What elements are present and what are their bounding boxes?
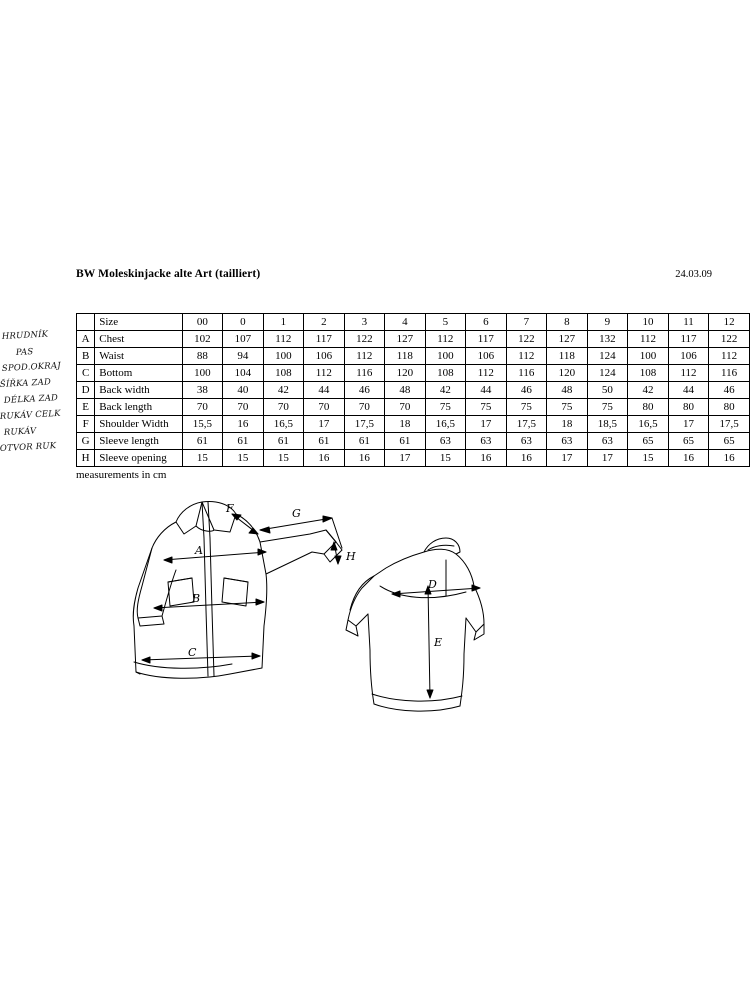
table-cell: 44 — [466, 382, 506, 399]
dim-arrow-F-2 — [249, 528, 258, 534]
table-cell: 70 — [385, 399, 425, 416]
table-cell: 17,5 — [709, 416, 750, 433]
front-neck-opening — [196, 526, 214, 531]
table-cell: 112 — [344, 348, 385, 365]
table-cell: 75 — [466, 399, 506, 416]
table-row-code: E — [77, 399, 95, 416]
diagram-label-F: F — [226, 502, 234, 515]
front-right-body — [230, 514, 267, 674]
dim-arrow-E-bottom — [427, 690, 433, 698]
table-cell: 127 — [547, 331, 587, 348]
handwritten-note: DÉLKA ZAD — [3, 393, 59, 406]
table-cell: 42 — [628, 382, 669, 399]
table-cell: 16,5 — [628, 416, 669, 433]
table-cell: 132 — [587, 331, 628, 348]
table-cell: 100 — [263, 348, 304, 365]
size-table-container — [76, 313, 750, 467]
dim-arrow-H-2 — [335, 556, 341, 564]
dim-arrow-G-2 — [323, 516, 332, 522]
table-cell: 50 — [587, 382, 628, 399]
dim-line-B — [154, 602, 264, 608]
table-cell: 16 — [506, 450, 547, 467]
table-cell: 15 — [425, 450, 466, 467]
diagram-label-B: B — [192, 592, 201, 605]
dim-arrow-D-left — [392, 591, 400, 597]
table-cell: 16 — [304, 450, 344, 467]
table-cell: 16 — [466, 450, 506, 467]
dim-line-E — [428, 586, 430, 698]
diagram-label-D: D — [428, 578, 437, 591]
document-date: 24.03.09 — [675, 269, 712, 280]
table-cell: 102 — [182, 331, 223, 348]
table-cell: 118 — [547, 348, 587, 365]
table-row-code: B — [77, 348, 95, 365]
table-cell: 75 — [506, 399, 547, 416]
front-right-pocket — [222, 578, 248, 606]
table-cell: 63 — [506, 433, 547, 450]
table-cell: 18 — [385, 416, 425, 433]
table-row-code: G — [77, 433, 95, 450]
table-cell: 112 — [263, 331, 304, 348]
table-row-label: Shoulder Width — [95, 416, 182, 433]
table-column-header: 2 — [304, 314, 344, 331]
table-cell: 15 — [263, 450, 304, 467]
table-cell: 107 — [223, 331, 263, 348]
table-column-header: 9 — [587, 314, 628, 331]
table-row-label: Back width — [95, 382, 182, 399]
table-cell: 63 — [547, 433, 587, 450]
table-cell: 70 — [223, 399, 263, 416]
dim-line-A — [164, 552, 266, 560]
back-hem — [374, 704, 460, 711]
table-cell: 100 — [182, 365, 223, 382]
measurements-caption: measurements in cm — [76, 469, 167, 481]
table-cell: 17 — [304, 416, 344, 433]
table-row-code: C — [77, 365, 95, 382]
table-cell: 106 — [466, 348, 506, 365]
table-cell: 106 — [304, 348, 344, 365]
table-column-header: 4 — [385, 314, 425, 331]
garment-diagram-svg — [80, 490, 500, 740]
table-cell: 75 — [425, 399, 466, 416]
back-collar — [424, 538, 460, 554]
table-cell: 108 — [263, 365, 304, 382]
page-title: BW Moleskinjacke alte Art (tailliert) — [76, 268, 261, 280]
handwritten-note: OTVOR RUK — [0, 441, 57, 454]
table-cell: 100 — [628, 348, 669, 365]
table-cell: 117 — [668, 331, 708, 348]
handwritten-note: ŠÍŘKA ZAD — [0, 377, 52, 390]
table-cell: 118 — [385, 348, 425, 365]
table-cell: 17 — [466, 416, 506, 433]
table-cell: 61 — [263, 433, 304, 450]
front-right-sleeve — [260, 530, 336, 574]
table-cell: 44 — [304, 382, 344, 399]
dim-line-C — [142, 656, 260, 660]
front-hem — [136, 672, 230, 678]
diagram-label-G: G — [292, 507, 301, 520]
table-cell: 112 — [506, 348, 547, 365]
table-cell: 61 — [223, 433, 263, 450]
table-cell: 112 — [466, 365, 506, 382]
table-cell: 63 — [587, 433, 628, 450]
table-cell: 38 — [182, 382, 223, 399]
table-cell: 48 — [385, 382, 425, 399]
table-row — [77, 382, 750, 399]
diagram-label-E: E — [434, 636, 443, 649]
table-cell: 16 — [668, 450, 708, 467]
handwritten-note: RUKÁV — [3, 426, 37, 438]
diagram-label-A: A — [195, 544, 203, 557]
table-cell: 112 — [304, 365, 344, 382]
table-cell: 63 — [466, 433, 506, 450]
table-cell: 122 — [344, 331, 385, 348]
table-cell: 16 — [344, 450, 385, 467]
table-column-header: 5 — [425, 314, 466, 331]
table-size-header-label: Size — [95, 314, 182, 331]
table-cell: 46 — [709, 382, 750, 399]
table-corner-cell — [77, 314, 95, 331]
table-cell: 15 — [223, 450, 263, 467]
table-cell: 46 — [506, 382, 547, 399]
table-column-header: 12 — [709, 314, 750, 331]
size-chart-table — [76, 313, 750, 467]
table-column-header: 00 — [182, 314, 223, 331]
table-cell: 42 — [425, 382, 466, 399]
table-cell: 16,5 — [263, 416, 304, 433]
diagram-label-H: H — [346, 550, 356, 563]
table-row-code: A — [77, 331, 95, 348]
table-cell: 48 — [547, 382, 587, 399]
table-cell: 122 — [709, 331, 750, 348]
table-cell: 94 — [223, 348, 263, 365]
table-cell: 88 — [182, 348, 223, 365]
table-cell: 112 — [709, 348, 750, 365]
table-row-label: Sleeve length — [95, 433, 182, 450]
table-column-header: 10 — [628, 314, 669, 331]
dim-arrow-C-left — [142, 657, 150, 663]
table-cell: 17,5 — [506, 416, 547, 433]
front-left-pocket-flap — [168, 578, 192, 582]
table-cell: 17 — [587, 450, 628, 467]
handwritten-note: HRUDNÍK — [1, 329, 49, 342]
table-cell: 15 — [182, 450, 223, 467]
table-row — [77, 365, 750, 382]
table-cell: 80 — [709, 399, 750, 416]
table-cell: 117 — [466, 331, 506, 348]
table-column-header: 1 — [263, 314, 304, 331]
table-cell: 104 — [223, 365, 263, 382]
table-cell: 61 — [344, 433, 385, 450]
table-cell: 75 — [587, 399, 628, 416]
table-cell: 42 — [263, 382, 304, 399]
table-cell: 61 — [304, 433, 344, 450]
table-cell: 70 — [182, 399, 223, 416]
table-row-label: Bottom — [95, 365, 182, 382]
table-cell: 16,5 — [425, 416, 466, 433]
table-cell: 116 — [709, 365, 750, 382]
table-cell: 108 — [628, 365, 669, 382]
dim-arrow-A-left — [164, 557, 172, 563]
table-row-code: D — [77, 382, 95, 399]
back-hem-inner — [372, 694, 462, 701]
dim-arrow-G-1 — [260, 527, 270, 533]
table-cell: 65 — [668, 433, 708, 450]
table-cell: 112 — [425, 331, 466, 348]
table-cell: 18 — [547, 416, 587, 433]
table-cell: 127 — [385, 331, 425, 348]
document-header — [0, 268, 750, 286]
table-cell: 120 — [385, 365, 425, 382]
table-row — [77, 433, 750, 450]
back-right-body — [460, 618, 466, 706]
table-cell: 61 — [182, 433, 223, 450]
handwritten-note: PAS — [15, 347, 34, 358]
table-row-label: Waist — [95, 348, 182, 365]
back-right-sleeve — [466, 586, 484, 632]
table-row — [77, 450, 750, 467]
table-cell: 124 — [587, 365, 628, 382]
table-column-header: 3 — [344, 314, 385, 331]
table-cell: 100 — [425, 348, 466, 365]
table-cell: 18,5 — [587, 416, 628, 433]
table-cell: 17,5 — [344, 416, 385, 433]
table-cell: 16 — [709, 450, 750, 467]
table-cell: 70 — [263, 399, 304, 416]
table-cell: 17 — [547, 450, 587, 467]
table-row — [77, 331, 750, 348]
table-cell: 44 — [668, 382, 708, 399]
handwritten-notes — [0, 330, 76, 458]
table-cell: 112 — [628, 331, 669, 348]
table-cell: 116 — [506, 365, 547, 382]
table-cell: 65 — [709, 433, 750, 450]
table-column-header: 11 — [668, 314, 708, 331]
front-right-sleeve-seam — [326, 530, 336, 542]
table-column-header: 0 — [223, 314, 263, 331]
front-placket — [202, 502, 208, 676]
table-cell: 80 — [628, 399, 669, 416]
table-cell: 70 — [304, 399, 344, 416]
table-cell: 61 — [385, 433, 425, 450]
table-cell: 106 — [668, 348, 708, 365]
table-cell: 46 — [344, 382, 385, 399]
table-cell: 124 — [587, 348, 628, 365]
table-cell: 108 — [425, 365, 466, 382]
dim-arrow-B-right — [256, 599, 264, 605]
table-row-code: H — [77, 450, 95, 467]
table-row — [77, 348, 750, 365]
table-cell: 17 — [668, 416, 708, 433]
table-cell: 63 — [425, 433, 466, 450]
dim-arrow-C-right — [252, 653, 260, 659]
table-cell: 70 — [344, 399, 385, 416]
table-cell: 15 — [628, 450, 669, 467]
table-cell: 117 — [304, 331, 344, 348]
table-cell: 17 — [385, 450, 425, 467]
diagram-label-C: C — [188, 646, 197, 659]
handwritten-note: RUKÁV CELK — [0, 408, 61, 422]
table-column-header: 6 — [466, 314, 506, 331]
table-cell: 40 — [223, 382, 263, 399]
table-row — [77, 416, 750, 433]
table-column-header: 7 — [506, 314, 547, 331]
table-cell: 80 — [668, 399, 708, 416]
table-header-row — [77, 314, 750, 331]
table-row-code: F — [77, 416, 95, 433]
back-right-cuff — [474, 624, 484, 640]
dim-arrow-B-left — [154, 605, 162, 611]
table-cell: 116 — [344, 365, 385, 382]
table-row — [77, 399, 750, 416]
front-right-pocket-flap — [224, 578, 248, 582]
table-cell: 16 — [223, 416, 263, 433]
back-shoulder-line — [350, 549, 474, 610]
back-left-body — [368, 614, 374, 704]
table-row-label: Chest — [95, 331, 182, 348]
table-row-label: Back length — [95, 399, 182, 416]
table-column-header: 8 — [547, 314, 587, 331]
back-left-sleeve — [348, 576, 374, 626]
table-cell: 112 — [668, 365, 708, 382]
table-cell: 75 — [547, 399, 587, 416]
table-cell: 122 — [506, 331, 547, 348]
garment-diagram — [80, 490, 500, 740]
table-cell: 65 — [628, 433, 669, 450]
table-cell: 15,5 — [182, 416, 223, 433]
table-cell: 120 — [547, 365, 587, 382]
handwritten-note: SPOD.OKRAJ — [1, 360, 62, 374]
table-row-label: Sleeve opening — [95, 450, 182, 467]
